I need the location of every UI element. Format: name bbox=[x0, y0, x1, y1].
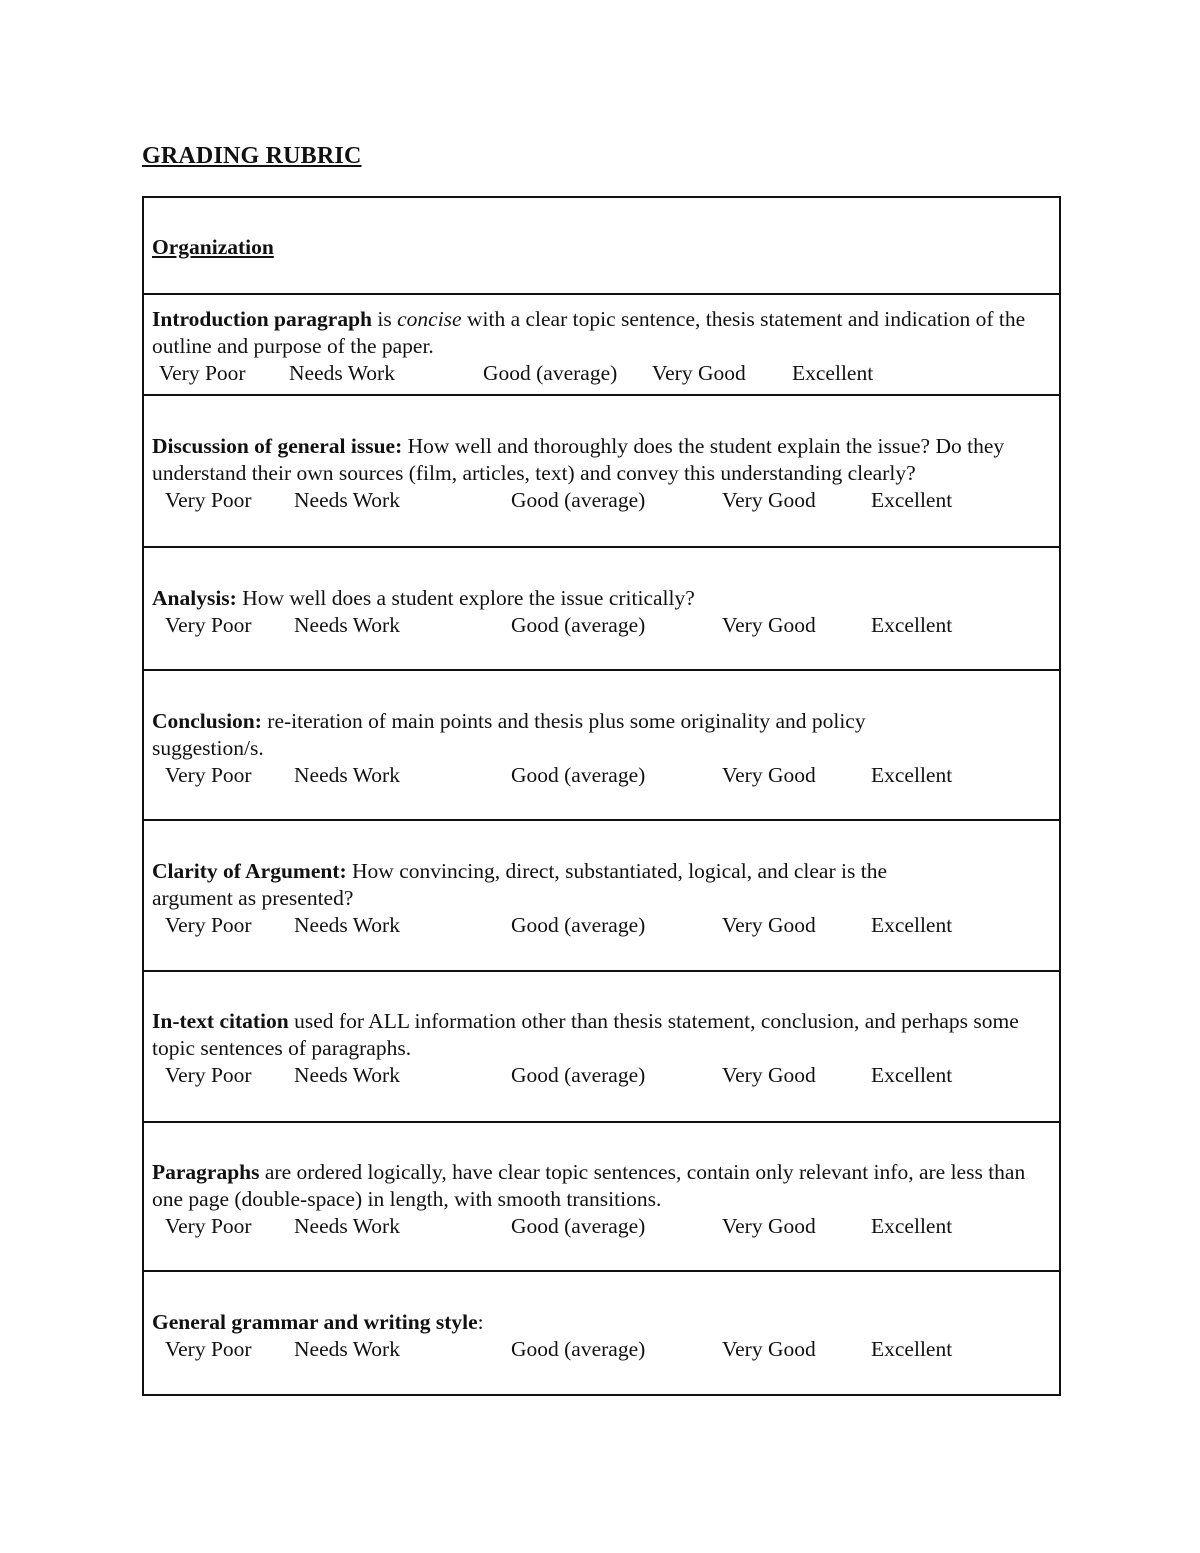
criterion-conclusion bbox=[144, 671, 1059, 821]
rating-scale bbox=[152, 487, 1049, 514]
criterion-analysis bbox=[144, 548, 1059, 671]
rating-needs-work: Needs Work bbox=[294, 763, 400, 787]
criterion-description: General grammar and writing style: bbox=[152, 1310, 484, 1334]
rating-very-good: Very Good bbox=[722, 1214, 816, 1238]
criterion-description: Analysis: How well does a student explore the issue critically? bbox=[152, 586, 695, 610]
rating-excellent: Excellent bbox=[871, 1337, 953, 1361]
rating-scale bbox=[152, 762, 1049, 789]
rating-good: Good (average) bbox=[511, 1337, 646, 1361]
rating-very-poor: Very Poor bbox=[165, 1337, 252, 1361]
criterion-label: In-text citation bbox=[152, 1009, 289, 1033]
rating-scale bbox=[152, 612, 1049, 639]
criterion-clarity bbox=[144, 821, 1059, 972]
criterion-description: In-text citation used for ALL information other than thesis statement, conclusion, and perhaps some topic sentences of paragraphs. bbox=[152, 1009, 1019, 1060]
criterion-label: Discussion of general issue: bbox=[152, 434, 403, 458]
criterion-label: General grammar and writing style bbox=[152, 1310, 478, 1334]
rating-good: Good (average) bbox=[511, 488, 646, 512]
rating-excellent: Excellent bbox=[871, 613, 953, 637]
criterion-description: Paragraphs are ordered logically, have clear topic sentences, contain only relevant info, are less than one page (double-space) in length, with smooth transitions. bbox=[152, 1160, 1026, 1211]
rating-good: Good (average) bbox=[511, 1214, 646, 1238]
criterion-label: Paragraphs bbox=[152, 1160, 260, 1184]
rubric-table bbox=[142, 196, 1061, 1396]
criterion-description: Conclusion: re-iteration of main points and thesis plus some originality and policy suggestion/s. bbox=[152, 709, 866, 760]
criterion-discussion bbox=[144, 396, 1059, 548]
rating-very-good: Very Good bbox=[722, 763, 816, 787]
rating-scale bbox=[152, 360, 1049, 387]
rating-excellent: Excellent bbox=[871, 488, 953, 512]
rating-scale bbox=[152, 912, 1049, 939]
rating-very-poor: Very Poor bbox=[159, 361, 246, 385]
rating-scale bbox=[152, 1062, 1049, 1089]
rating-good: Good (average) bbox=[483, 361, 618, 385]
rating-needs-work: Needs Work bbox=[294, 913, 400, 937]
criterion-label: Introduction paragraph bbox=[152, 307, 373, 331]
rating-very-good: Very Good bbox=[722, 613, 816, 637]
section-organization bbox=[144, 198, 1059, 295]
rating-very-poor: Very Poor bbox=[165, 1214, 252, 1238]
section-heading: Organization bbox=[152, 235, 274, 259]
criterion-grammar bbox=[144, 1272, 1059, 1394]
rating-needs-work: Needs Work bbox=[294, 1337, 400, 1361]
rating-very-good: Very Good bbox=[722, 1337, 816, 1361]
rating-needs-work: Needs Work bbox=[294, 613, 400, 637]
rating-excellent: Excellent bbox=[871, 1063, 953, 1087]
rating-very-poor: Very Poor bbox=[165, 913, 252, 937]
rating-scale bbox=[152, 1213, 1049, 1240]
criterion-introduction bbox=[144, 295, 1059, 396]
criterion-label: Conclusion: bbox=[152, 709, 262, 733]
rating-needs-work: Needs Work bbox=[294, 488, 400, 512]
rating-very-poor: Very Poor bbox=[165, 488, 252, 512]
rating-very-poor: Very Poor bbox=[165, 613, 252, 637]
rating-very-good: Very Good bbox=[652, 361, 746, 385]
rating-scale bbox=[152, 1336, 1049, 1363]
rating-excellent: Excellent bbox=[871, 913, 953, 937]
rating-very-good: Very Good bbox=[722, 913, 816, 937]
criterion-description: Discussion of general issue: How well and thoroughly does the student explain the issue? Do they understand their own sources (film, articles, text) and convey this understanding clearly? bbox=[152, 434, 1005, 485]
rating-good: Good (average) bbox=[511, 763, 646, 787]
criterion-description: Clarity of Argument: How convincing, direct, substantiated, logical, and clear is the argument as presented? bbox=[152, 859, 887, 910]
rating-very-poor: Very Poor bbox=[165, 1063, 252, 1087]
criterion-description: Introduction paragraph is concise with a clear topic sentence, thesis statement and indication of the outline and purpose of the paper. bbox=[152, 307, 1026, 358]
rating-very-good: Very Good bbox=[722, 1063, 816, 1087]
rating-good: Good (average) bbox=[511, 613, 646, 637]
criterion-label: Clarity of Argument: bbox=[152, 859, 347, 883]
criterion-paragraphs bbox=[144, 1123, 1059, 1272]
criterion-citation bbox=[144, 972, 1059, 1123]
rating-very-poor: Very Poor bbox=[165, 763, 252, 787]
rating-needs-work: Needs Work bbox=[289, 361, 395, 385]
page-title: GRADING RUBRIC bbox=[142, 143, 362, 169]
rating-good: Good (average) bbox=[511, 1063, 646, 1087]
rating-excellent: Excellent bbox=[792, 361, 874, 385]
rating-excellent: Excellent bbox=[871, 763, 953, 787]
rating-excellent: Excellent bbox=[871, 1214, 953, 1238]
rating-very-good: Very Good bbox=[722, 488, 816, 512]
rating-needs-work: Needs Work bbox=[294, 1063, 400, 1087]
criterion-label: Analysis: bbox=[152, 586, 237, 610]
rating-needs-work: Needs Work bbox=[294, 1214, 400, 1238]
rating-good: Good (average) bbox=[511, 913, 646, 937]
